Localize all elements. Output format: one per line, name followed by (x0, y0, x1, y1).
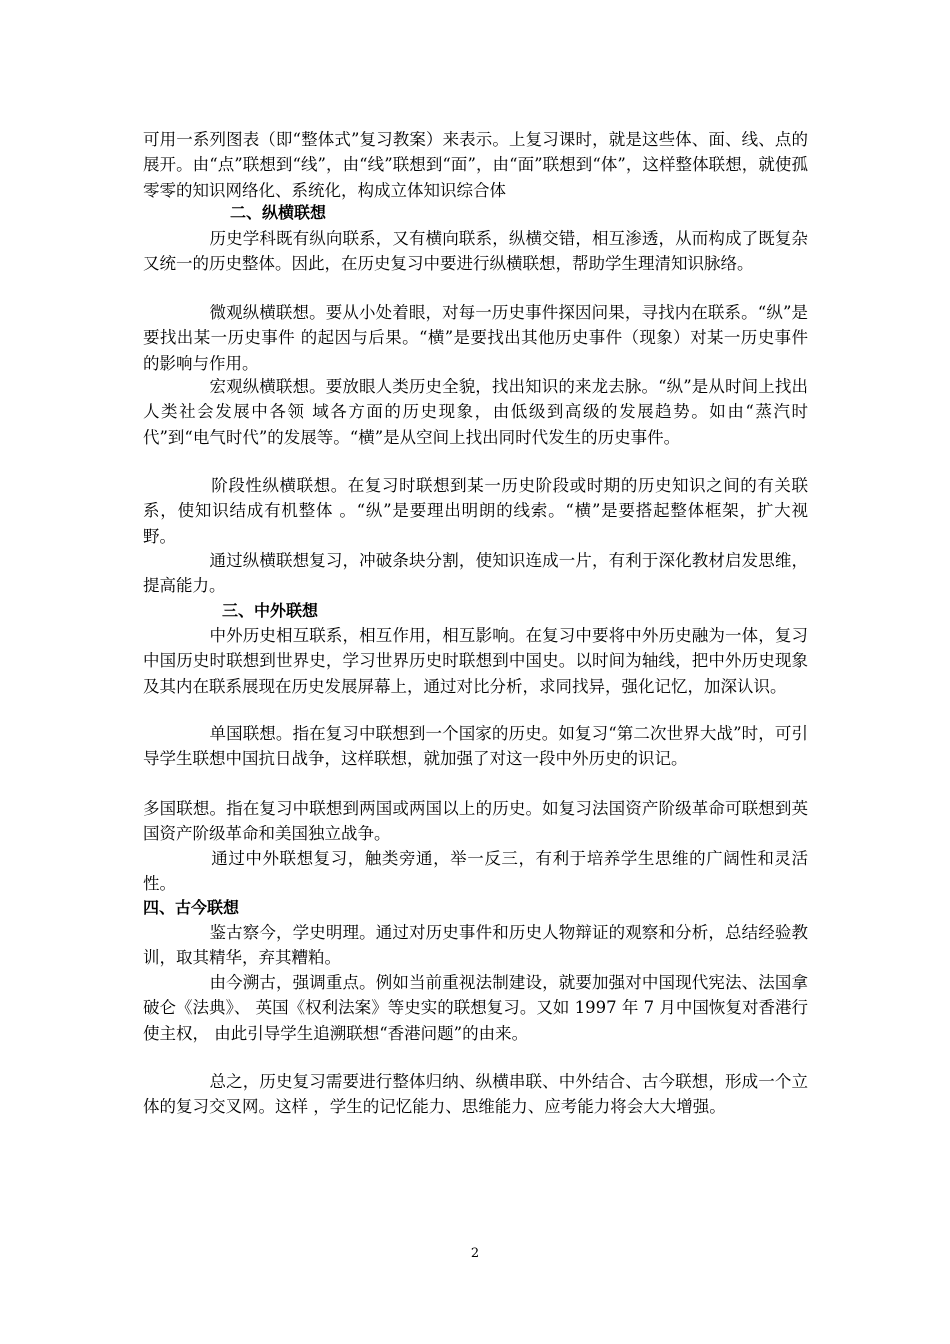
heading-vertical-horizontal: 二、纵横联想 (230, 203, 327, 222)
paragraph-conclusion: 总之，历史复习需要进行整体归纳、纵横串联、中外结合、古今联想，形成一个立体的复习交叉网。这样 ，学生的记忆能力、思维能力、应考能力将会大大增强。 (143, 1072, 808, 1117)
paragraph-single-country: 单国联想。指在复习中联想到一个国家的历史。如复习“第二次世界大战”时，可引导学生联想中国抗日战争，这样联想，就加强了对这一段中外历史的识记。 (143, 724, 808, 769)
paragraph-intro: 可用一系列图表（即“整体式”复习教案）来表示。上复习课时，就是这些体、面、线、点的展开。由“点”联想到“线”，由“线”联想到“面”，由“面”联想到“体”，这样整体联想，就使孤零零的知识网络化、系统化，构成立体知识综合体 (143, 130, 808, 200)
paragraph-macro: 宏观纵横联想。要放眼人类历史全貌，找出知识的来龙去脉。“纵”是从时间上找出人类社会发展中各领 域各方面的历史现象，由低级到高级的发展趋势。如由“蒸汽时代”到“电气时代”的发展等。“横”是从空间上找出同时代发生的历史事件。 (143, 377, 808, 447)
paragraph-micro: 微观纵横联想。要从小处着眼，对每一历史事件探因问果，寻找内在联系。“纵”是要找出某一历史事件 的起因与后果。“横”是要找出其他历史事件（现象）对某一历史事件的影响与作用。 (143, 303, 808, 373)
paragraph-cf-summary: 通过中外联想复习，触类旁通，举一反三，有利于培养学生思维的广阔性和灵活性。 (143, 849, 808, 894)
paragraph-vh-summary: 通过纵横联想复习，冲破条块分割，使知识连成一片，有利于深化教材启发思维，提高能力。 (143, 551, 808, 596)
page-number: 2 (470, 1246, 480, 1261)
paragraph-present-to-past: 由今溯古，强调重点。例如当前重视法制建设，就要加强对中国现代宪法、法国拿破仑《法典》、 英国《权利法案》等史实的联想复习。又如 1997 年 7 月中国恢复对香港行使主权， 由此引导学生追溯联想“香港问题”的由来。 (143, 973, 808, 1043)
heading-china-foreign: 三、中外联想 (222, 601, 319, 620)
paragraph-stage: 阶段性纵横联想。在复习时联想到某一历史阶段或时期的历史知识之间的有关联系，使知识结成有机整体 。“纵”是要理出明朗的线索。“横”是要搭起整体框架，扩大视野。 (143, 476, 808, 546)
heading-past-present: 四、古今联想 (143, 898, 240, 917)
paragraph-cf-intro: 中外历史相互联系，相互作用，相互影响。在复习中要将中外历史融为一体，复习中国历史时联想到世界史，学习世界历史时联想到中国史。以时间为轴线，把中外历史现象及其内在联系展现在历史发展屏幕上，通过对比分析，求同找异，强化记忆，加深认识。 (143, 626, 808, 696)
paragraph-multi-country: 多国联想。指在复习中联想到两国或两国以上的历史。如复习法国资产阶级革命可联想到英国资产阶级革命和美国独立战争。 (143, 799, 808, 844)
paragraph-past-present: 鉴古察今，学史明理。通过对历史事件和历史人物辩证的观察和分析，总结经验教训，取其精华，弃其糟粕。 (143, 923, 808, 968)
paragraph-vh-intro: 历史学科既有纵向联系，又有横向联系，纵横交错，相互渗透，从而构成了既复杂又统一的历史整体。因此，在历史复习中要进行纵横联想，帮助学生理清知识脉络。 (143, 229, 808, 274)
